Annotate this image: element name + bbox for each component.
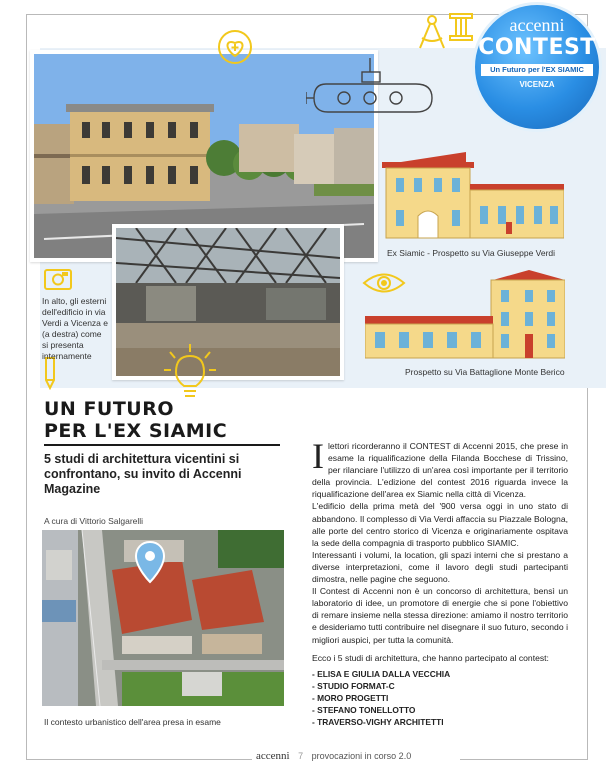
column-icon [448, 12, 474, 47]
elevation-drawing-berico [365, 268, 565, 365]
page-footer [252, 750, 460, 762]
article-title-line2: PER L'EX SIAMIC [44, 420, 228, 442]
drop-cap: I [312, 436, 324, 476]
camera-icon [43, 267, 73, 296]
footer-section: provocazioni in corso 2.0 [311, 751, 412, 761]
contest-badge [472, 2, 602, 132]
map-caption: Il contesto urbanistico dell'area presa in esame [44, 717, 221, 727]
paragraph-4: Il Contest di Accenni non è un concorso di architettura, bensì un laboratorio di idee, un promotore di energie che si pone l'obiettivo di remare insieme nella stessa direzione: amiamo il nostro territorio e desideriamo tutti contribuire nel disegnare il suo futuro, secondo i migliori auspici, per tutta la comunità. [312, 586, 568, 645]
badge-contest: CONTEST [478, 35, 596, 60]
studio-item: - STEFANO TONELLOTTO [312, 704, 416, 715]
footer-brand: accenni [256, 750, 290, 762]
paragraph-3: Interessanti i volumi, la location, gli spazi interni che si prestano a diverse interpretazioni, come il lavoro degli studi partecipanti dimostra, nelle pagine che seguono. [312, 549, 568, 585]
badge-city: VICENZA [519, 80, 555, 89]
paragraph-1-text: lettori ricorderanno il CONTEST di Accenni 2015, che prese in esame la riqualificazione della Filanda Bocchese di Trissino, per rilanciare l'utilizzo di un'area così importante per il territorio della provincia. L'edizione del contest 2016 riguarda invece la riqualificazione dell'area ex Siamic nella città di Vicenza. [312, 441, 568, 500]
footer-page-number: 7 [298, 751, 304, 761]
map-pin-icon [134, 540, 166, 589]
submarine-icon [306, 58, 438, 123]
studio-item: - STUDIO FORMAT-C [312, 680, 395, 691]
elevation-verdi-caption: Ex Siamic - Prospetto su Via Giuseppe Verdi [387, 248, 556, 258]
paragraph-2: L'edificio della prima metà del '900 versa oggi in uno stato di abbandono. Il complesso di Via Verdi affaccia su Piazzale Bologna, alle porte del centro storico di Vicenza e originariamente ospitava la sede della compagnia di trasporto pubblico SIAMIC. [312, 501, 568, 548]
studio-item: - ELISA E GIULIA DALLA VECCHIA [312, 668, 451, 679]
badge-tagline: Un Futuro per l'EX SIAMIC [481, 64, 593, 76]
studio-item: - TRAVERSO-VIGHY ARCHITETTI [312, 716, 444, 727]
elevation-berico-caption: Prospetto su Via Battaglione Monte Berico [405, 367, 565, 377]
article-body [312, 436, 568, 728]
photo-interior [112, 224, 344, 380]
paragraph-5: Ecco i 5 studi di architettura, che hanno partecipato al contest: [312, 652, 549, 663]
aerial-map [42, 530, 284, 706]
title-underline [44, 444, 280, 446]
photo-caption: In alto, gli esterni dell'edificio in via Verdi a Vicenza e (a destra) come si presenta internamente [42, 296, 108, 361]
studio-list [312, 668, 568, 728]
elevation-drawing-verdi [382, 150, 564, 245]
compass-icon [412, 12, 452, 57]
article-subtitle: 5 studi di architettura vicentini si confrontano, su invito di Accenni Magazine [44, 452, 242, 496]
heart-icon [216, 28, 254, 71]
studio-item: - MORO PROGETTI [312, 692, 389, 703]
article-byline: A cura di Vittorio Salgarelli [44, 516, 144, 526]
badge-brand: accenni [509, 15, 565, 35]
article-title [44, 398, 284, 442]
article-title-line1: UN FUTURO [44, 398, 175, 420]
paragraph-1 [312, 436, 568, 500]
